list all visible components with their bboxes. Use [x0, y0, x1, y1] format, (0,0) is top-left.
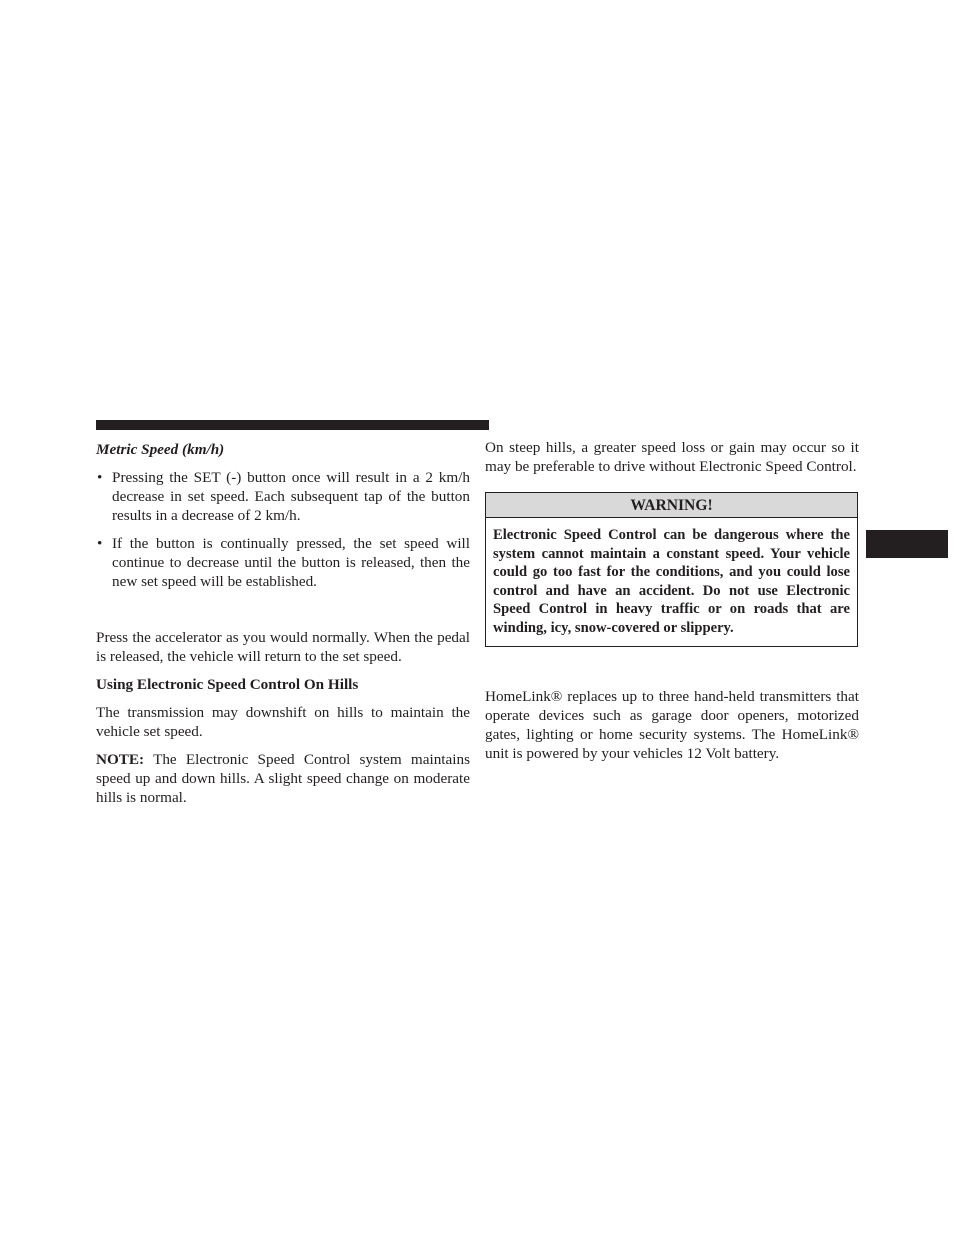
homelink-paragraph: HomeLink® replaces up to three hand-held transmitters that operate devices such as garage door openers, motorized gates, lighting or home security systems. The HomeLink® unit is powered by your vehicles 12 Volt battery. — [485, 687, 859, 762]
chapter-tab — [866, 530, 948, 558]
bullet-marker: • — [97, 469, 103, 486]
bullet-text: Pressing the SET (-) button once will result in a 2 km/h decrease in set speed. Each subsequent tap of the button results in a decrease of 2 km/h. — [112, 469, 470, 524]
note-label: NOTE: — [96, 751, 145, 768]
bullet-text: If the button is continually pressed, the set speed will continue to decrease until the button is released, then the new set speed will be established. — [112, 535, 470, 590]
list-item — [96, 534, 470, 591]
accelerator-paragraph: Press the accelerator as you would normally. When the pedal is released, the vehicle will return to the set speed. — [96, 629, 470, 665]
spacer — [485, 647, 859, 687]
warning-title: WARNING! — [486, 493, 857, 518]
hills-paragraph: The transmission may downshift on hills to maintain the vehicle set speed. — [96, 704, 470, 740]
right-column — [485, 438, 859, 763]
note-text: The Electronic Speed Control system maintains speed up and down hills. A slight speed change on moderate hills is normal. — [96, 751, 470, 806]
list-item — [96, 468, 470, 525]
bullet-marker: • — [97, 535, 103, 552]
steep-hills-paragraph: On steep hills, a greater speed loss or gain may occur so it may be preferable to drive without Electronic Speed Control. — [485, 439, 859, 475]
left-column — [96, 438, 470, 807]
warning-text: Electronic Speed Control can be dangerous where the system cannot maintain a constant speed. Your vehicle could go too fast for the conditions, and you could lose control and have an accident. Do not use Electronic Speed Control in heavy traffic or on roads that are winding, icy, snow-covered or slippery. — [493, 527, 850, 636]
section-header-rule — [96, 420, 489, 430]
note-paragraph — [96, 750, 470, 807]
warning-box — [485, 492, 858, 647]
hills-heading: Using Electronic Speed Control On Hills — [96, 676, 359, 693]
metric-bullet-list — [96, 468, 470, 591]
metric-speed-heading: Metric Speed (km/h) — [96, 441, 225, 458]
spacer — [96, 600, 470, 628]
